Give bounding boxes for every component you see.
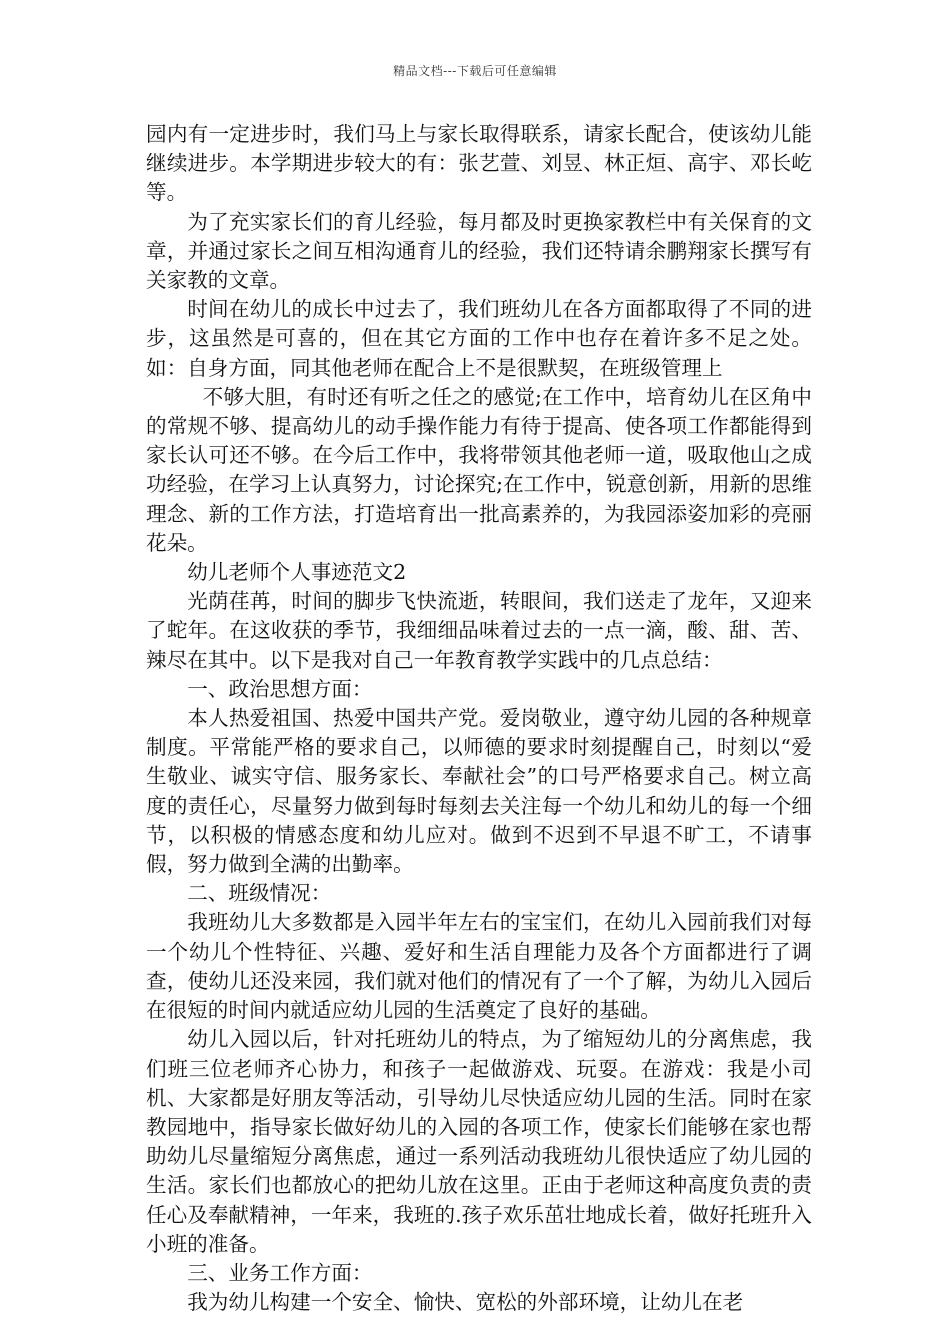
section-title: 幼儿老师个人事迹范文2 [187,560,407,585]
paragraph-1: 园内有一定进步时，我们马上与家长取得联系，请家长配合，使该幼儿能继续进步。本学期进步较大的有：张艺萱、刘昱、林正烜、高宇、邓长屹等。 [146,122,812,205]
paragraph-2: 为了充实家长们的育儿经验，每月都及时更换家教栏中有关保育的文章，并通过家长之间互相沟通育儿的经验，我们还特请余鹏翔家长撰写有关家教的文章。 [146,209,812,293]
document-body [146,120,812,1317]
heading-class: 二、班级情况： [187,881,332,906]
paragraph-3: 时间在幼儿的成长中过去了，我们班幼儿在各方面都取得了不同的进步，这虽然是可喜的，但在其它方面的工作中也存在着许多不足之处。如：自身方面，同其他老师在配合上不是很默契，在班级管理上 [146,297,812,380]
paragraph-6: 本人热爱祖国、热爱中国共产党。爱岗敬业，遵守幼儿园的各种规章制度。平常能严格的要求自己，以师德的要求时刻提醒自己，时刻以“爱生敬业、诚实守信、服务家长、奉献社会”的口号严格要求自己。树立高度的责任心，尽量努力做到每时每刻去关注每一个幼儿和幼儿的每一个细节，以积极的情感态度和幼儿应对。做到不迟到不早退不旷工，不请事假，努力做到全满的出勤率。 [146,706,812,877]
paragraph-5: 光荫荏苒，时间的脚步飞快流逝，转眼间，我们送走了龙年，又迎来了蛇年。在这收获的季节，我细细品味着过去的一点一滴，酸、甜、苦、辣尽在其中。以下是我对自己一年教育教学实践中的几点总结： [146,589,812,672]
heading-work: 三、业务工作方面： [187,1260,373,1285]
paragraph-8: 幼儿入园以后，针对托班幼儿的特点，为了缩短幼儿的分离焦虑，我们班三位老师齐心协力，和孩子一起做游戏、玩耍。在游戏：我是小司机、大家都是好朋友等活动，引导幼儿尽快适应幼儿园的生活。同时在家教园地中，指导家长做好幼儿的入园的各项工作，使家长们能够在家也帮助幼儿尽量缩短分离焦虑，通过一系列活动我班幼儿很快适应了幼儿园的生活。家长们也都放心的把幼儿放在这里。正由于老师这种高度负责的责任心及奉献精神，一年来，我班的.孩子欢乐茁壮地成长着，做好托班升入小班的准备。 [146,1027,812,1256]
page-header: 精品文档---下载后可任意编辑 [393,64,557,78]
paragraph-4: 不够大胆，有时还有听之任之的感觉;在工作中，培育幼儿在区角中的常规不够、提高幼儿的动手操作能力有待于提高、使各项工作都能得到家长认可还不够。在今后工作中，我将带领其他老师一道，吸取他山之成功经验，在学习上认真努力，讨论探究;在工作中，锐意创新，用新的思维理念、新的工作方法，打造培育出一批高素养的，为我园添姿加彩的亮丽花朵。 [146,384,812,555]
paragraph-9: 我为幼儿构建一个安全、愉快、宽松的外部环境，让幼儿在老 [187,1290,744,1315]
paragraph-7: 我班幼儿大多数都是入园半年左右的宝宝们，在幼儿入园前我们对每一个幼儿个性特征、兴趣、爱好和生活自理能力及各个方面都进行了调查，使幼儿还没来园，我们就对他们的情况有了一个了解，为幼儿入园后在很短的时间内就适应幼儿园的生活奠定了良好的基础。 [146,910,812,1023]
heading-politics: 一、政治思想方面： [187,676,373,701]
